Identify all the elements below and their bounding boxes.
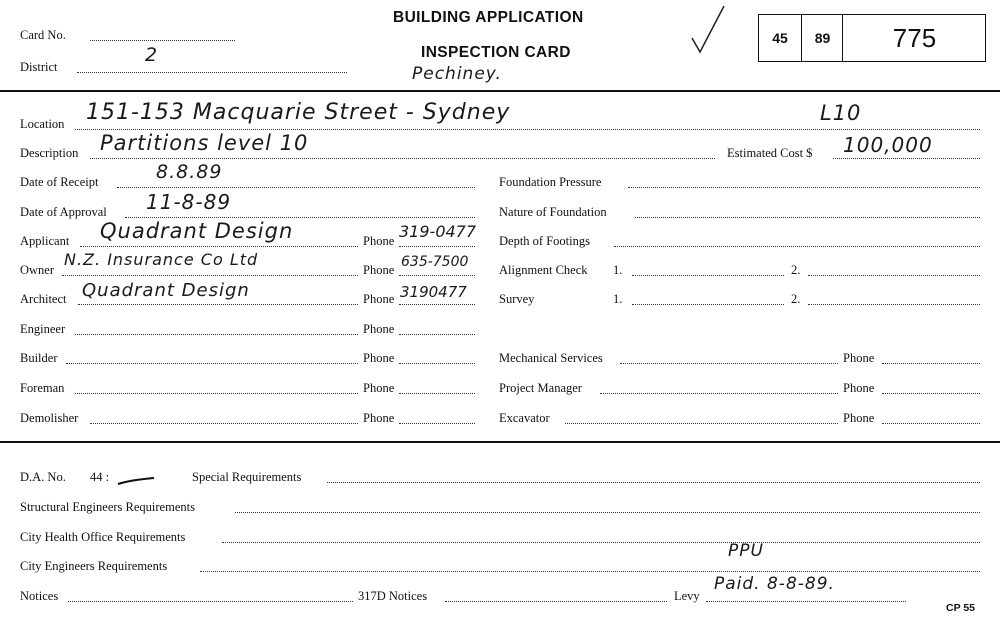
form-title-line1: BUILDING APPLICATION xyxy=(393,9,584,26)
district-label: District xyxy=(20,60,58,74)
foreman-phone-label: Phone xyxy=(363,381,395,395)
special-requirements-line xyxy=(327,482,980,483)
city-engineers-line xyxy=(200,571,980,572)
architect-label: Architect xyxy=(20,292,67,306)
alignment-check-num2: 2. xyxy=(791,263,801,277)
top-divider xyxy=(0,90,1000,92)
notices-line xyxy=(68,601,353,602)
estimated-cost-line xyxy=(833,158,980,159)
date-of-receipt-value: 8.8.89 xyxy=(156,161,223,183)
owner-phone-line xyxy=(399,275,475,276)
alignment-check-line2 xyxy=(808,275,980,276)
builder-phone-label: Phone xyxy=(363,351,395,365)
project-manager-line xyxy=(600,393,838,394)
engineer-phone-line xyxy=(399,334,475,335)
da-no-dash-mark-icon xyxy=(116,474,156,488)
city-health-line xyxy=(222,542,980,543)
architect-line xyxy=(78,304,358,305)
owner-phone-value: 635-7500 xyxy=(401,254,469,270)
da-no-label: D.A. No. xyxy=(20,470,66,484)
structural-engineers-label: Structural Engineers Requirements xyxy=(20,500,195,514)
depth-of-footings-label: Depth of Footings xyxy=(499,234,590,248)
depth-of-footings-line xyxy=(614,246,980,247)
survey-num2: 2. xyxy=(791,292,801,306)
title-handwritten-note: Pechiney. xyxy=(412,64,502,84)
code-cell-2: 89 xyxy=(801,15,843,61)
code-cell-3: 775 xyxy=(842,15,986,61)
survey-line2 xyxy=(808,304,980,305)
excavator-phone-label: Phone xyxy=(843,411,875,425)
special-requirements-label: Special Requirements xyxy=(192,470,302,484)
location-line xyxy=(75,129,980,130)
levy-value: Paid. 8-8-89. xyxy=(714,574,835,594)
date-of-receipt-label: Date of Receipt xyxy=(20,175,99,189)
city-engineers-note: PPU xyxy=(728,541,764,561)
project-manager-label: Project Manager xyxy=(499,381,582,395)
card-code-box xyxy=(758,14,986,62)
mechanical-services-line xyxy=(620,363,838,364)
applicant-phone-label: Phone xyxy=(363,234,395,248)
description-label: Description xyxy=(20,146,79,160)
applicant-phone-value: 319-0477 xyxy=(399,222,477,241)
district-line xyxy=(77,72,347,73)
demolisher-line xyxy=(90,423,358,424)
location-value: 151-153 Macquarie Street - Sydney xyxy=(86,100,511,125)
check-mark-icon xyxy=(688,4,728,60)
excavator-label: Excavator xyxy=(499,411,550,425)
levy-line xyxy=(706,601,906,602)
applicant-label: Applicant xyxy=(20,234,70,248)
description-line xyxy=(90,158,715,159)
foreman-line xyxy=(75,393,358,394)
code-cell-1: 45 xyxy=(772,30,788,46)
owner-value: N.Z. Insurance Co Ltd xyxy=(64,250,259,269)
demolisher-phone-line xyxy=(399,423,475,424)
description-value: Partitions level 10 xyxy=(100,131,309,155)
mechanical-services-label: Mechanical Services xyxy=(499,351,603,365)
form-title-line2: INSPECTION CARD xyxy=(421,44,571,61)
applicant-line xyxy=(80,246,358,247)
demolisher-label: Demolisher xyxy=(20,411,79,425)
foreman-phone-line xyxy=(399,393,475,394)
builder-line xyxy=(66,363,358,364)
district-value: 2 xyxy=(145,44,159,66)
excavator-phone-line xyxy=(882,423,980,424)
project-manager-phone-label: Phone xyxy=(843,381,875,395)
city-engineers-label: City Engineers Requirements xyxy=(20,559,168,573)
survey-label: Survey xyxy=(499,292,535,306)
notices-317d-line xyxy=(445,601,667,602)
location-level-note: L10 xyxy=(820,101,862,125)
applicant-phone-line xyxy=(399,246,475,247)
date-of-receipt-line xyxy=(117,187,475,188)
architect-phone-line xyxy=(399,304,475,305)
middle-divider xyxy=(0,441,1000,443)
alignment-check-label: Alignment Check xyxy=(499,263,588,277)
da-no-value: 44 : xyxy=(90,470,110,484)
mechanical-services-phone-line xyxy=(882,363,980,364)
project-manager-phone-line xyxy=(882,393,980,394)
alignment-check-num1: 1. xyxy=(613,263,623,277)
mechanical-services-phone-label: Phone xyxy=(843,351,875,365)
city-health-label: City Health Office Requirements xyxy=(20,530,186,544)
nature-of-foundation-label: Nature of Foundation xyxy=(499,205,607,219)
demolisher-phone-label: Phone xyxy=(363,411,395,425)
survey-num1: 1. xyxy=(613,292,623,306)
owner-line xyxy=(62,275,358,276)
survey-line1 xyxy=(632,304,784,305)
builder-label: Builder xyxy=(20,351,58,365)
notices-317d-label: 317D Notices xyxy=(358,589,428,603)
estimated-cost-value: 100,000 xyxy=(843,133,933,157)
foreman-label: Foreman xyxy=(20,381,65,395)
owner-phone-label: Phone xyxy=(363,263,395,277)
foundation-pressure-label: Foundation Pressure xyxy=(499,175,602,189)
date-of-approval-label: Date of Approval xyxy=(20,205,107,219)
nature-of-foundation-line xyxy=(635,217,980,218)
engineer-phone-label: Phone xyxy=(363,322,395,336)
date-of-approval-value: 11-8-89 xyxy=(146,190,232,214)
engineer-label: Engineer xyxy=(20,322,66,336)
builder-phone-line xyxy=(399,363,475,364)
alignment-check-line1 xyxy=(632,275,784,276)
owner-label: Owner xyxy=(20,263,55,277)
structural-engineers-line xyxy=(235,512,980,513)
card-no-label: Card No. xyxy=(20,28,66,42)
engineer-line xyxy=(75,334,358,335)
excavator-line xyxy=(565,423,838,424)
architect-phone-label: Phone xyxy=(363,292,395,306)
estimated-cost-label: Estimated Cost $ xyxy=(727,146,813,160)
architect-value: Quadrant Design xyxy=(82,280,250,301)
date-of-approval-line xyxy=(125,217,475,218)
foundation-pressure-line xyxy=(628,187,980,188)
applicant-value: Quadrant Design xyxy=(100,219,294,243)
form-code: CP 55 xyxy=(946,602,975,614)
location-label: Location xyxy=(20,117,65,131)
card-no-line xyxy=(90,40,235,41)
levy-label: Levy xyxy=(674,589,700,603)
architect-phone-value: 3190477 xyxy=(400,283,467,301)
notices-label: Notices xyxy=(20,589,59,603)
